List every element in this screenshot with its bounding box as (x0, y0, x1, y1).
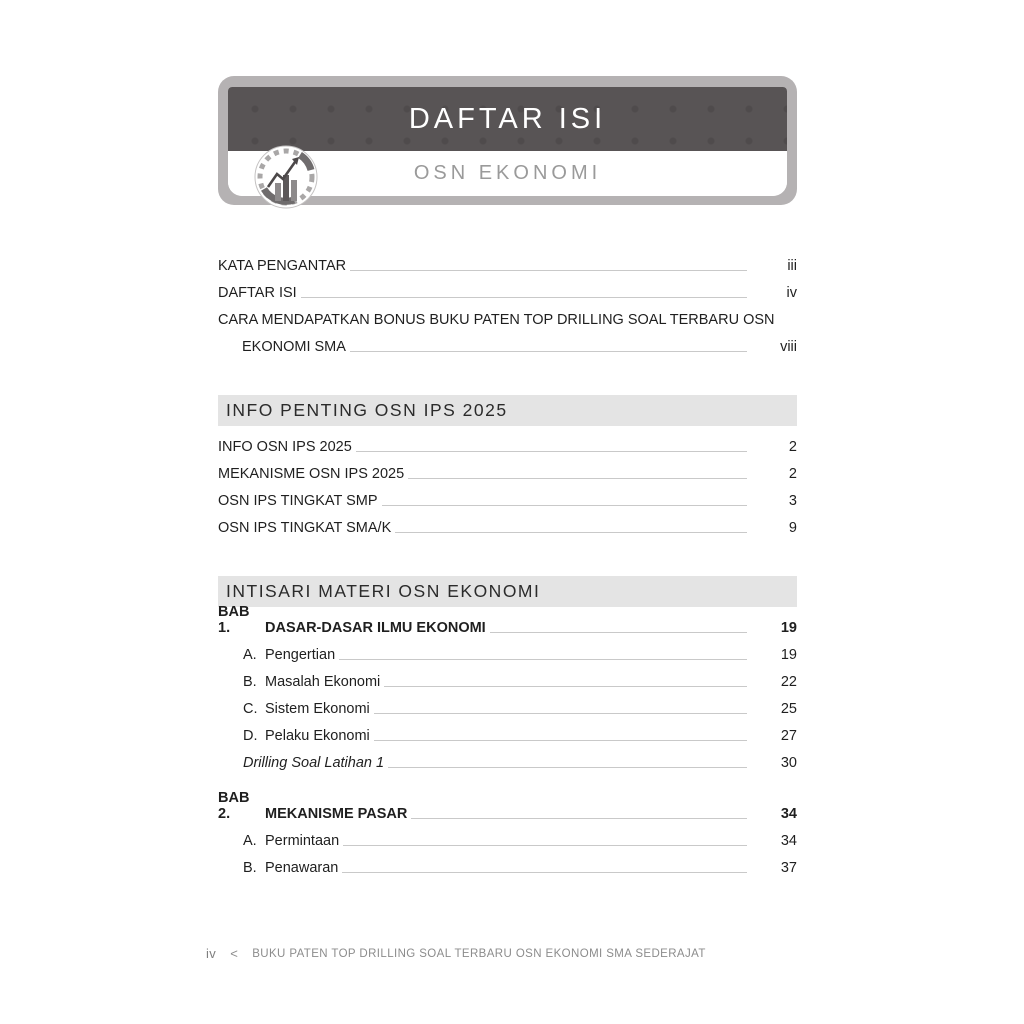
toc-row (218, 510, 797, 537)
toc-entry-label: INFO OSN IPS 2025 (218, 439, 352, 455)
toc-entry-label: Penawaran (265, 860, 339, 876)
toc-entry-page: 34 (780, 833, 797, 849)
toc-row-sub (218, 664, 797, 691)
toc-entry-page: 19 (780, 647, 797, 663)
leader-line (388, 767, 747, 768)
leader-line (350, 270, 747, 271)
toc-entry-page: 30 (780, 755, 797, 771)
footer-book-title: BUKU PATEN TOP DRILLING SOAL TERBARU OSN EKONOMI SMA SEDERAJAT (252, 947, 706, 960)
economics-chart-logo-icon (254, 145, 318, 209)
sub-letter: D. (243, 728, 258, 744)
leader-line (374, 713, 747, 714)
section-banner-label: INFO PENTING OSN IPS 2025 (226, 400, 508, 420)
sub-letter: A. (243, 647, 257, 663)
chapter-title: DASAR-DASAR ILMU EKONOMI (265, 620, 486, 636)
toc-entry-page: 37 (780, 860, 797, 876)
sub-letter: C. (243, 701, 258, 717)
toc-row-sub (218, 691, 797, 718)
sub-letter: A. (243, 833, 257, 849)
toc-row-chapter (218, 604, 797, 637)
toc-entry-label: Masalah Ekonomi (265, 674, 381, 690)
leader-line (301, 297, 747, 298)
toc-entry-page: 2 (788, 439, 797, 455)
toc-row-chapter (218, 790, 797, 823)
toc-entry-label: Pelaku Ekonomi (265, 728, 370, 744)
section-banner-info-penting (218, 395, 797, 426)
toc-entry-label: MEKANISME OSN IPS 2025 (218, 466, 405, 482)
leader-line (384, 686, 747, 687)
table-of-contents (218, 248, 797, 877)
chapter-title: MEKANISME PASAR (265, 806, 408, 822)
footer-page-number: iv (206, 946, 217, 961)
toc-entry-page: 2 (788, 466, 797, 482)
leader-line (382, 505, 747, 506)
toc-entry-page: iii (787, 258, 797, 274)
sub-letter: B. (243, 674, 257, 690)
leader-line (342, 872, 747, 873)
toc-entry-label: Permintaan (265, 833, 340, 849)
leader-line (339, 659, 747, 660)
toc-entry-label: Sistem Ekonomi (265, 701, 370, 717)
leader-line (374, 740, 747, 741)
leader-line (411, 818, 747, 819)
toc-row-sub (218, 823, 797, 850)
toc-entry-page: viii (780, 339, 797, 355)
chevron-left-icon: < (230, 946, 239, 961)
toc-row-sub (218, 637, 797, 664)
toc-row (218, 456, 797, 483)
toc-row-sub (218, 718, 797, 745)
leader-line (408, 478, 747, 479)
toc-entry-page: 19 (780, 620, 797, 636)
toc-header-band (228, 87, 787, 151)
toc-entry-page: 3 (788, 493, 797, 509)
toc-entry-label: Drilling Soal Latihan 1 (243, 755, 385, 771)
toc-entry-page: 27 (780, 728, 797, 744)
sub-letter: B. (243, 860, 257, 876)
toc-entry-label: DAFTAR ISI (218, 285, 297, 301)
toc-row-sub (218, 850, 797, 877)
toc-entry-label: CARA MENDAPATKAN BONUS BUKU PATEN TOP DRILLING SOAL TERBARU OSN (218, 312, 775, 328)
section-banner-intisari-materi (218, 576, 797, 607)
chapter-number: BAB 1. (218, 604, 250, 636)
toc-row-drill (218, 745, 797, 772)
toc-entry-page: iv (786, 285, 797, 301)
toc-entry-label: EKONOMI SMA (242, 339, 346, 355)
toc-row (218, 302, 797, 329)
toc-row (218, 248, 797, 275)
toc-row (218, 275, 797, 302)
page-subtitle: OSN EKONOMI (413, 162, 602, 184)
toc-entry-page: 22 (780, 674, 797, 690)
toc-entry-page: 9 (788, 520, 797, 536)
page-footer (206, 946, 706, 961)
leader-line (343, 845, 747, 846)
toc-entry-label: Pengertian (265, 647, 336, 663)
leader-line (350, 351, 747, 352)
leader-line (356, 451, 747, 452)
section-banner-label: INTISARI MATERI OSN EKONOMI (226, 581, 541, 601)
toc-entry-label: OSN IPS TINGKAT SMP (218, 493, 378, 509)
leader-line (395, 532, 747, 533)
chapter-number: BAB 2. (218, 790, 250, 822)
leader-line (490, 632, 747, 633)
toc-row (218, 429, 797, 456)
toc-entry-label: KATA PENGANTAR (218, 258, 347, 274)
toc-entry-page: 25 (780, 701, 797, 717)
page-title: DAFTAR ISI (408, 102, 607, 135)
toc-entry-label: OSN IPS TINGKAT SMA/K (218, 520, 392, 536)
toc-row (218, 329, 797, 356)
toc-row (218, 483, 797, 510)
toc-entry-page: 34 (780, 806, 797, 822)
